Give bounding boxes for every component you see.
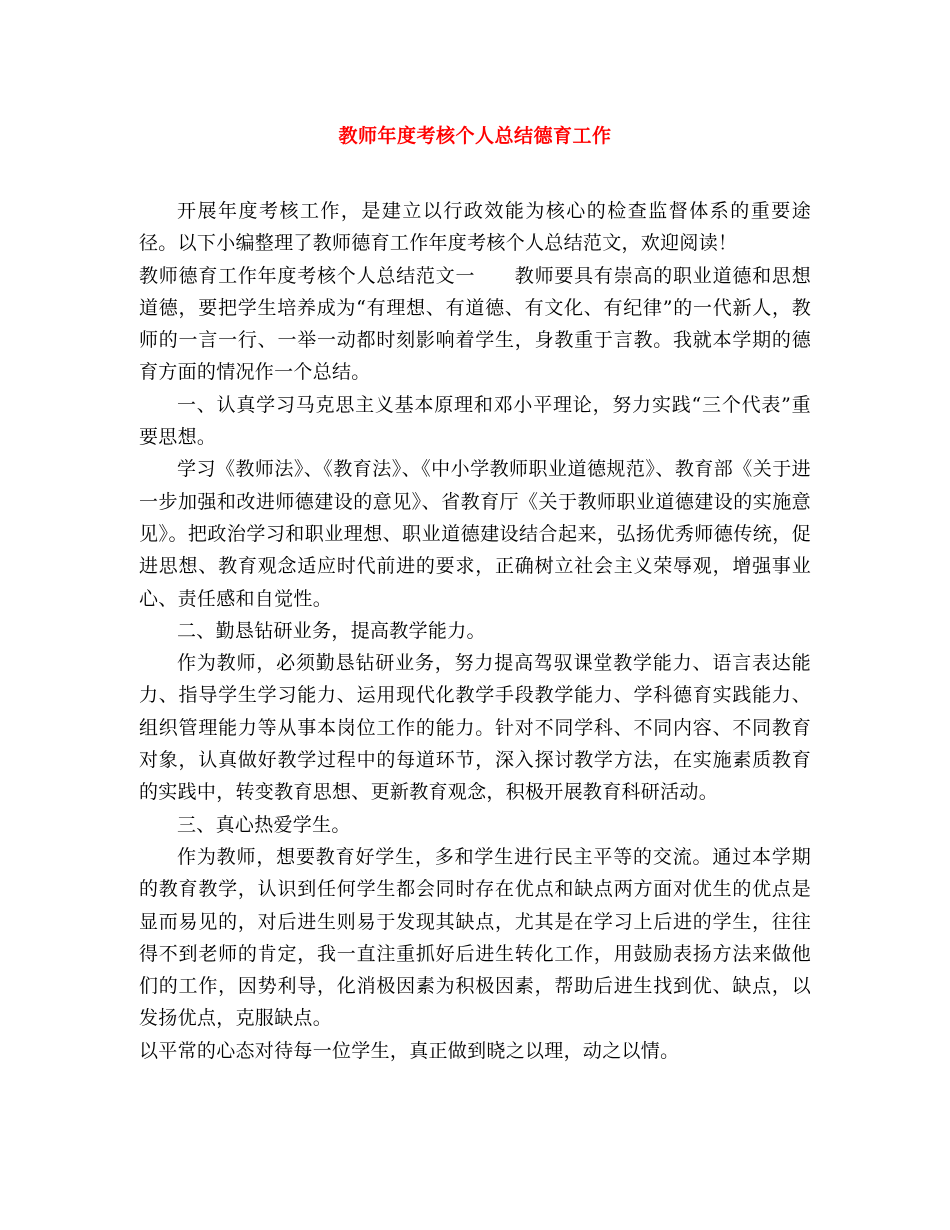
document-body bbox=[139, 195, 811, 1067]
paragraph-intro: 开展年度考核工作，是建立以行政效能为核心的检查监督体系的重要途径。以下小编整理了教师德育工作年度考核个人总结范文，欢迎阅读！ bbox=[139, 200, 811, 255]
paragraph-improve-teaching: 作为教师，必须勤恳钻研业务，努力提高驾驭课堂教学能力、语言表达能力、指导学生学习能力、运用现代化教学手段教学能力、学科德育实践能力、组织管理能力等从事本岗位工作的能力。针对不同学科、不同内容、不同教育对象，认真做好教学过程中的每道环节，深入探讨教学方法，在实施素质教育的实践中，转变教育思想、更新教育观念，积极开展教育科研活动。 bbox=[139, 652, 811, 804]
paragraph-closing: 以平常的心态对待每一位学生，真正做到晓之以理，动之以情。 bbox=[139, 1039, 680, 1062]
section-heading-study-theory: 一、认真学习马克思主义基本原理和邓小平理论，努力实践“三个代表”重要思想。 bbox=[139, 393, 811, 449]
document-title: 教师年度考核个人总结德育工作 bbox=[338, 125, 612, 147]
paragraph-love-students: 作为教师，想要教育好学生，多和学生进行民主平等的交流。通过本学期的教育教学，认识到任何学生都会同时存在优点和缺点两方面对优生的优点是显而易见的，对后进生则易于发现其缺点，尤其是在学习上后进的学生，往往得不到老师的肯定，我一直注重抓好后进生转化工作，用鼓励表扬方法来做他们的工作，因势利导，化消极因素为积极因素，帮助后进生找到优、缺点，以发扬优点，克服缺点。 bbox=[139, 845, 811, 1030]
section-heading-improve-teaching: 二、勤恳钻研业务，提高教学能力。 bbox=[177, 619, 486, 642]
paragraph-study-laws: 学习《教师法》、《教育法》、《中小学教师职业道德规范》、教育部《关于进一步加强和改进师德建设的意见》、省教育厅《关于教师职业道德建设的实施意见》。把政治学习和职业理想、职业道德建设结合起来，弘扬优秀师德传统，促进思想、教育观念适应时代前进的要求，正确树立社会主义荣辱观，增强事业心、责任感和自觉性。 bbox=[139, 458, 811, 610]
section-heading-love-students: 三、真心热爱学生。 bbox=[177, 813, 351, 836]
paragraph-sample-one: 教师德育工作年度考核个人总结范文一 教师要具有崇高的职业道德和思想道德，要把学生培养成为“有理想、有道德、有文化、有纪律”的一代新人，教师的一言一行、一举一动都时刻影响着学生，身教重于言教。我就本学期的德育方面的情况作一个总结。 bbox=[139, 264, 811, 384]
